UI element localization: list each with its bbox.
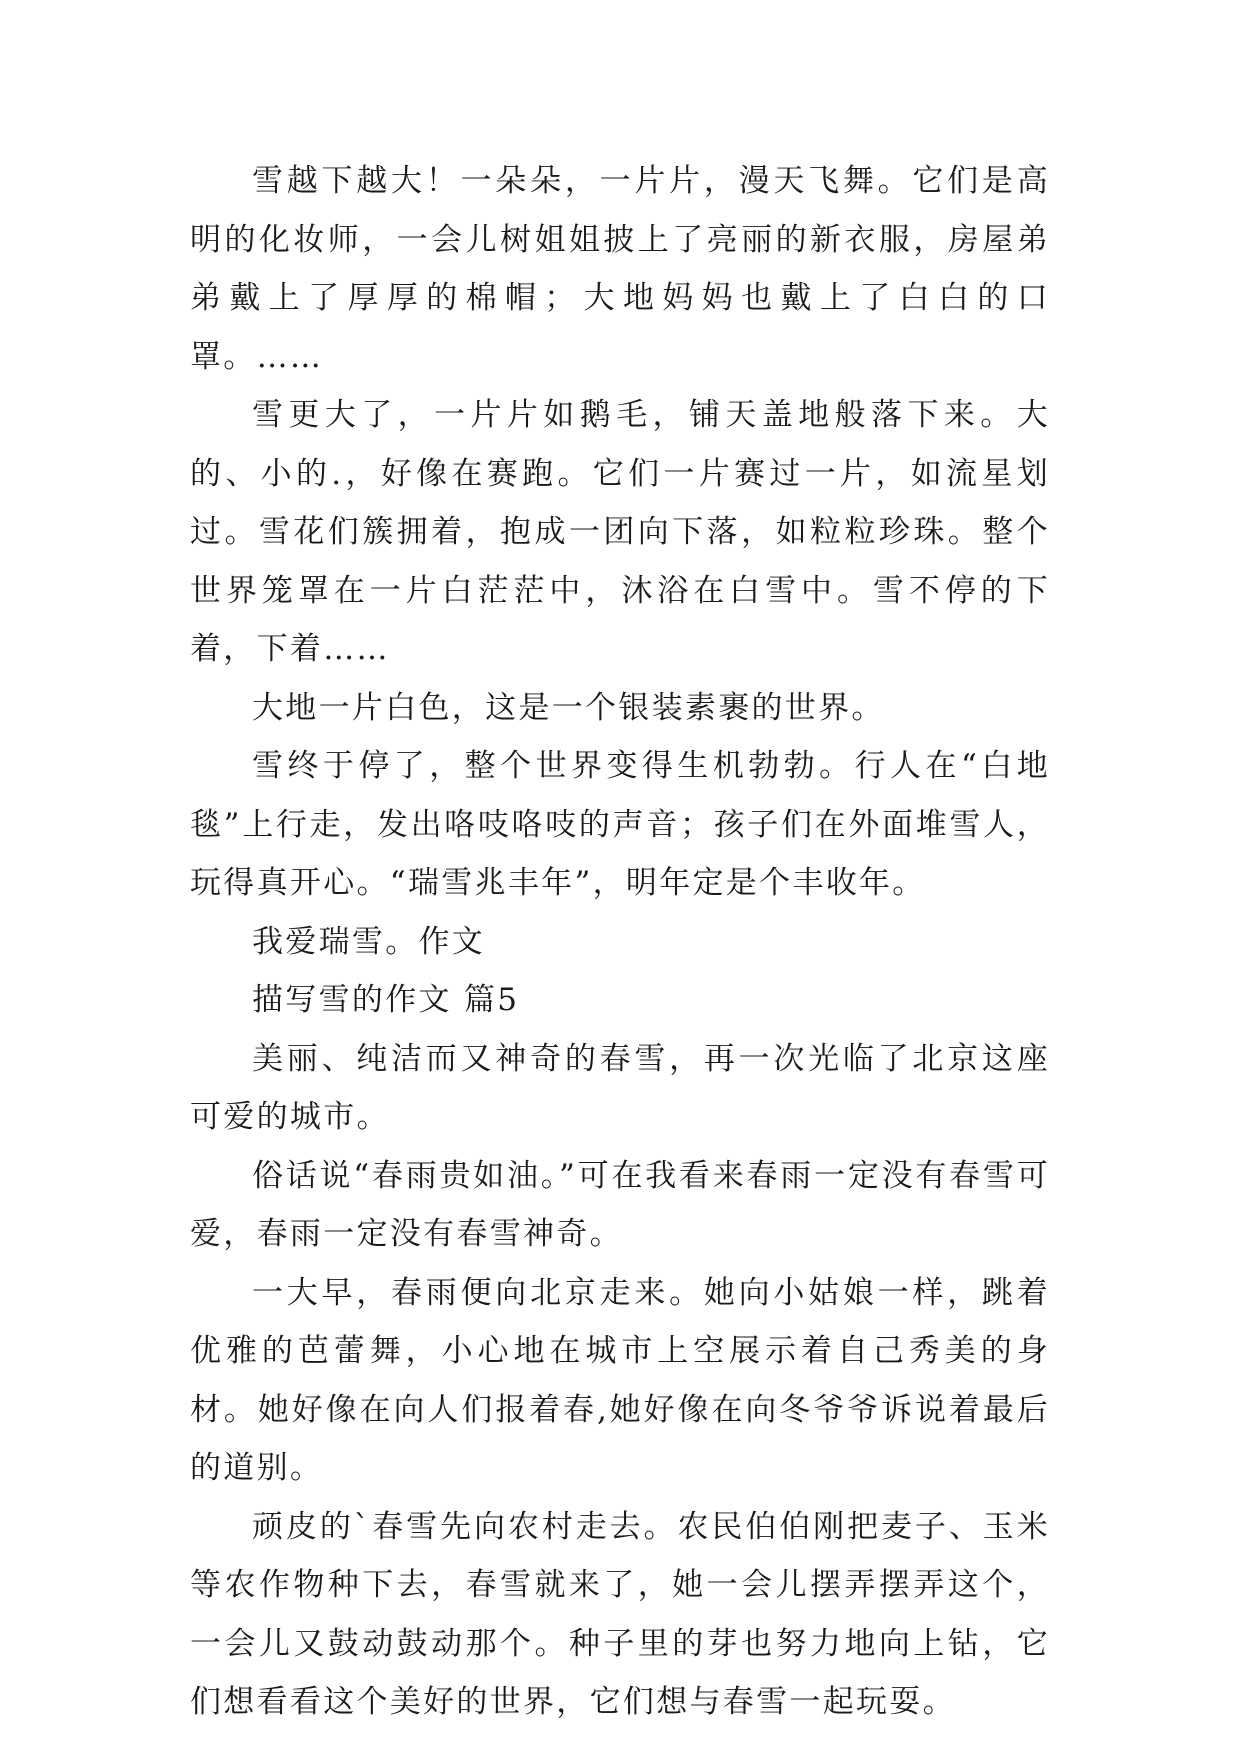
document-body — [190, 152, 1050, 1732]
paragraph: 雪更大了，一片片如鹅毛，铺天盖地般落下来。大的、小的.，好像在赛跑。它们一片赛过一片，如流星划过。雪花们簇拥着，抱成一团向下落，如粒粒珍珠。整个世界笼罩在一片白茫茫中，沐浴在白雪中。雪不停的下着，下着…… — [190, 397, 1050, 667]
paragraph: 顽皮的`春雪先向农村走去。农民伯伯刚把麦子、玉米等农作物种下去，春雪就来了，她一会儿摆弄摆弄这个，一会儿又鼓动鼓动那个。种子里的芽也努力地向上钻，它们想看看这个美好的世界，它们想与春雪一起玩耍。 — [190, 1508, 1050, 1720]
paragraph: 俗话说“春雨贵如油。”可在我看来春雨一定没有春雪可爱，春雨一定没有春雪神奇。 — [190, 1157, 1050, 1252]
paragraph: 大地一片白色，这是一个银装素裹的世界。 — [252, 689, 885, 726]
section-heading: 描写雪的作文 篇5 — [252, 982, 520, 1018]
paragraph: 美丽、纯洁而又神奇的春雪，再一次光临了北京这座可爱的城市。 — [190, 1040, 1050, 1135]
paragraph: 雪终于停了，整个世界变得生机勃勃。行人在“白地毯”上行走，发出咯吱咯吱的声音；孩子们在外面堆雪人，玩得真开心。“瑞雪兆丰年”，明年定是个丰收年。 — [190, 748, 1050, 901]
paragraph: 一大早，春雨便向北京走来。她向小姑娘一样，跳着优雅的芭蕾舞，小心地在城市上空展示着自己秀美的身材。她好像在向人们报着春,她好像在向冬爷爷诉说着最后的道别。 — [190, 1274, 1050, 1486]
paragraph: 雪越下越大！一朵朵，一片片，漫天飞舞。它们是高明的化妆师，一会儿树姐姐披上了亮丽的新衣服，房屋弟弟戴上了厚厚的棉帽；大地妈妈也戴上了白白的口罩。…… — [190, 163, 1050, 375]
paragraph: 我爱瑞雪。作文 — [252, 923, 486, 960]
